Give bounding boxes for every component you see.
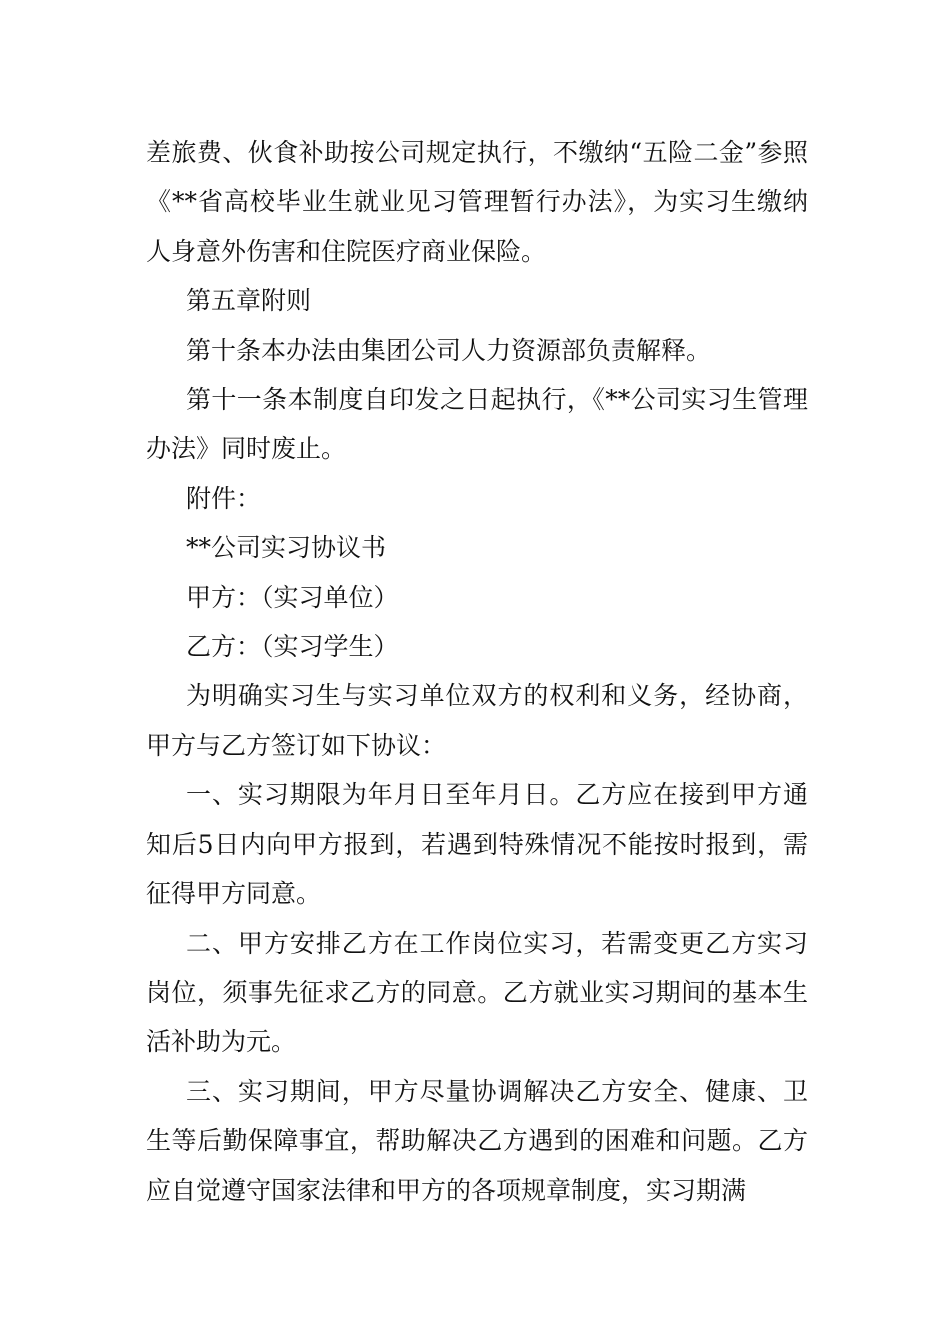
- article-11: 第十一条本制度自印发之日起执行，《**公司实习生管理办法》同时废止。: [146, 385, 808, 464]
- chapter-heading-appendix: 第五章附则: [186, 286, 312, 316]
- document-body: [146, 128, 808, 1215]
- clause-2: 二、甲方安排乙方在工作岗位实习，若需变更乙方实习岗位，须事先征求乙方的同意。乙方就业实习期间的基本生活补助为元。: [146, 928, 808, 1057]
- article-10: 第十条本办法由集团公司人力资源部负责解释。: [186, 335, 712, 365]
- agreement-title: **公司实习协议书: [186, 533, 387, 563]
- party-b: 乙方：（实习学生）: [186, 632, 399, 662]
- party-a: 甲方：（实习单位）: [186, 582, 399, 612]
- clause-3: 三、实习期间，甲方尽量协调解决乙方安全、健康、卫生等后勤保障事宜，帮助解决乙方遇到的困难和问题。乙方应自觉遵守国家法律和甲方的各项规章制度，实习期满: [146, 1076, 808, 1205]
- agreement-preamble: 为明确实习生与实习单位双方的权利和义务，经协商，甲方与乙方签订如下协议：: [146, 681, 808, 760]
- paragraph-insurance: 差旅费、伙食补助按公司规定执行，不缴纳“五险二金”参照《**省高校毕业生就业见习管理暂行办法》，为实习生缴纳人身意外伤害和住院医疗商业保险。: [146, 138, 808, 266]
- attachment-label: 附件：: [186, 483, 262, 513]
- clause-1: 一、实习期限为年月日至年月日。乙方应在接到甲方通知后5日内向甲方报到，若遇到特殊情况不能按时报到，需征得甲方同意。: [146, 780, 808, 909]
